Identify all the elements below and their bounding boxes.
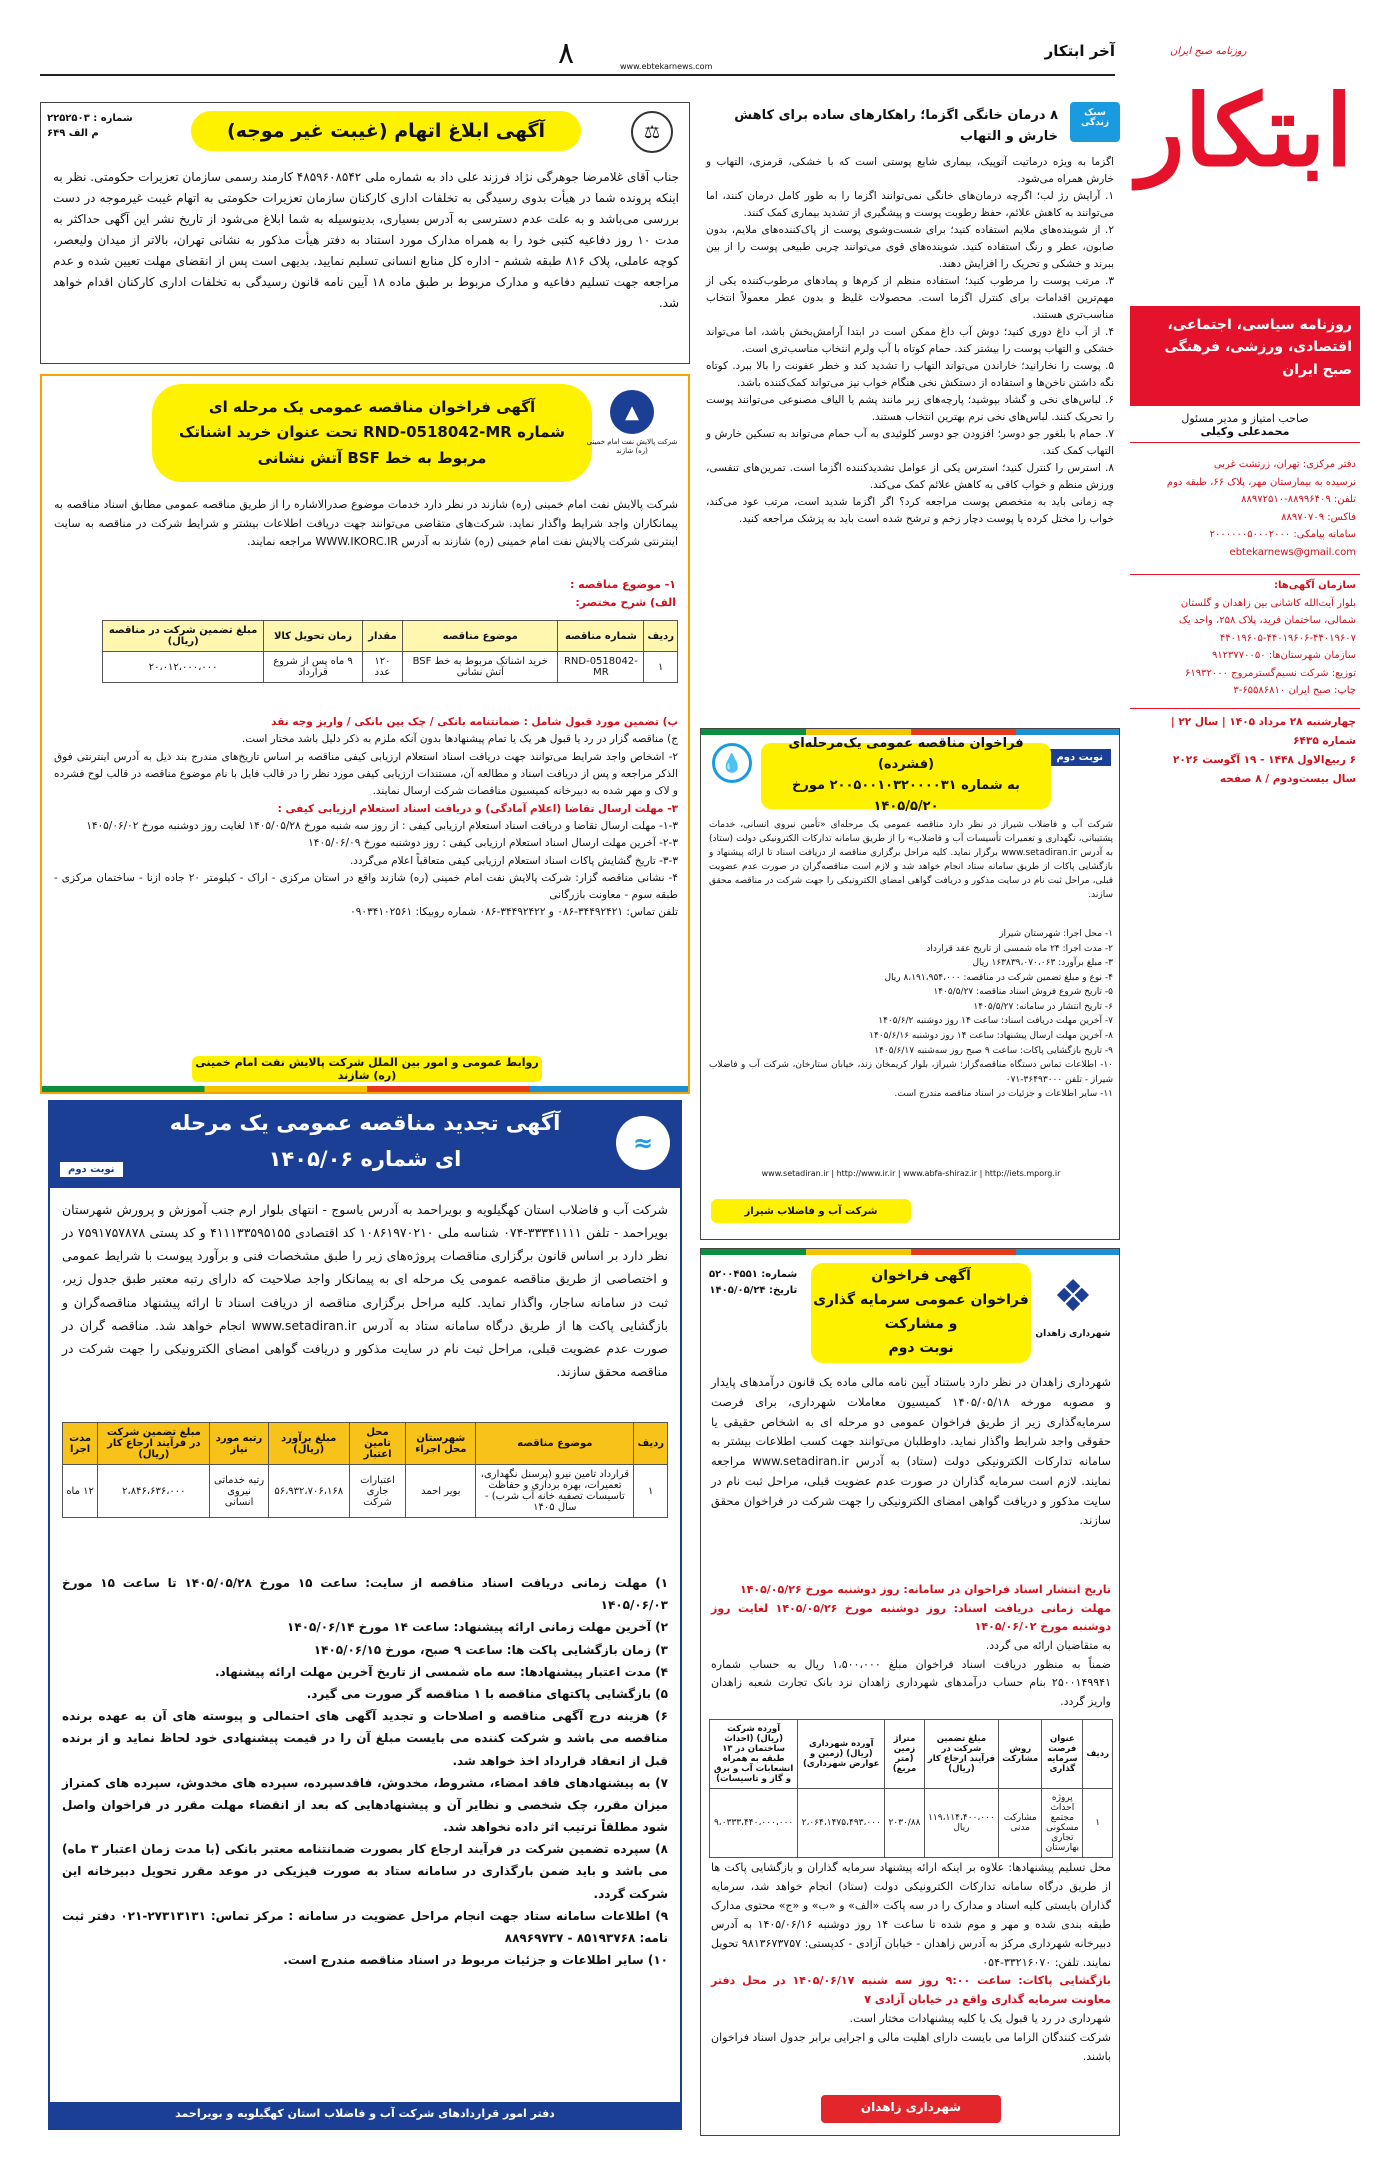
table-header: آورده شهرداری (ریال) (زمین و عوارض شهرداری) bbox=[798, 1720, 885, 1789]
table-header: شهرستان محل اجراء bbox=[406, 1423, 476, 1465]
item: ۱۱- سایر اطلاعات و جزئیات در اسناد مناقصه مندرج است. bbox=[894, 1089, 1113, 1100]
masthead-tagline: روزنامه‌ سیاسی، اجتماعی، اقتصادی، ورزشی، فرهنگی صبح ایران bbox=[1164, 317, 1352, 378]
note: ۱-۳- مهلت ارسال تقاضا و دریافت اسناد استعلام ارزیابی کیفی : از روز سه شنبه مورخ ۱۴۰۵/۰۵/۲۸ لغایت روز دوشنبه مورخ ۱۴۰۵/۰۶/۰۲ bbox=[86, 819, 678, 832]
ad-title-box bbox=[50, 1102, 680, 1188]
ad-title-line: فراخوان عمومی سرمایه گذاری و مشارکت bbox=[813, 1292, 1029, 1332]
ad-refinery-tender bbox=[40, 374, 690, 1094]
ad-ref-number: شماره: ۵۲۰۰۴۵۵۱ bbox=[709, 1269, 798, 1280]
masthead bbox=[1130, 40, 1360, 800]
subhead: الف) شرح مختصر: bbox=[575, 595, 676, 609]
table-cell: ۱ bbox=[644, 652, 678, 683]
table-cell: خرید اشناتک مربوط به خط BSF آتش نشانی bbox=[403, 652, 558, 683]
ads-line: سازمان آگهی‌ها: bbox=[1274, 580, 1356, 591]
table-cell: ۲،۸۴۶،۶۳۶،۰۰۰ bbox=[98, 1465, 210, 1518]
page-number: ۸ bbox=[558, 36, 575, 71]
ad-title-line: آگهی فراخوان مناقصه عمومی یک مرحله ای bbox=[208, 397, 536, 416]
table-cell: قرارداد تامین نیرو (پرسنل نگهداری، تعمیرات، بهره برداری و حفاظت تاسیسات تصفیه خانه آب شرب) - سال ۱۴۰۵ bbox=[476, 1465, 634, 1518]
item: ۶) هزینه درج آگهی مناقصه و اصلاحات و تجدید آگهی های احتمالی و پیوسته های آن به عهده برنده مناقصه می باشد و شرکت کننده می بایست مبلغ آن را در قیمت پیشنهادی خود لحاظ نماید و از برنده قبل از انعقاد قرارداد اخذ خواهد شد. bbox=[62, 1709, 668, 1768]
tender-table bbox=[102, 620, 678, 683]
ad-title-box bbox=[152, 384, 592, 482]
table-cell: پروژه احداث مجتمع مسکونی تجاری بهارستان bbox=[1042, 1789, 1083, 1858]
table-cell: ۱ bbox=[634, 1465, 668, 1518]
paragraph: ۱. آرایش رژ لب؛ اگرچه درمان‌های خانگی نمی‌توانند اگزما را به طور کامل درمان کنند، اما می‌توانند به کاهش علائم، حفظ رطوبت پوست و پیشگیری از تشدید بیماری کمک کنند. bbox=[706, 189, 1114, 219]
item: ۲- مدت اجرا: ۲۴ ماه شمسی از تاریخ عقد قرارداد bbox=[926, 943, 1113, 954]
item: ۸- آخرین مهلت ارسال پیشنهاد: ساعت ۱۴ روز دوشنبه ۱۴۰۵/۶/۱۶ bbox=[869, 1031, 1113, 1042]
page-header bbox=[40, 36, 1115, 76]
item: ۱۰- اطلاعات تماس دستگاه مناقصه‌گزار: شیراز، بلوار کریمخان زند، خیابان ستارخان، شرکت آب و فاضلاب شیراز - تلفن ۳۶۴۹۳۰۰۰-۰۷۱ bbox=[709, 1060, 1113, 1085]
masthead-slogan: روزنامه صبح ایران bbox=[1170, 46, 1247, 57]
logo-caption: شرکت پالایش نفت امام خمینی (ره) شازند bbox=[586, 438, 678, 456]
date-line: چهارشنبه ۲۸ مرداد ۱۴۰۵ | سال ۲۲ | شماره ۶۴۳۵ bbox=[1170, 716, 1356, 747]
table-header: ردیف bbox=[1083, 1720, 1113, 1789]
investment-table-wrap bbox=[709, 1719, 1113, 1858]
masthead-tagline-box bbox=[1130, 306, 1360, 406]
note: ۳-۳- تاریخ گشایش پاکات اسناد استعلام ارزیابی کیفی متعاقباً اعلام می‌گردد. bbox=[349, 854, 678, 867]
note: بازگشایی پاکات: ساعت ۹:۰۰ روز سه شنبه ۱۴۰۵/۰۶/۱۷ در محل دفتر معاونت سرمایه گذاری واقع در خیابان آزادی ۷ bbox=[711, 1974, 1111, 2007]
ad-body: شرکت آب و فاضلاب شیراز در نظر دارد مناقصه عمومی یک مرحله‌ای «تأمین نیروی انسانی، خدمات پشتیبانی، نگهداری و تعمیرات تأسیسات آب و فاضلاب» را از طریق سامانه تدارکات الکترونیکی دولت (ستاد) به آدرس www.setadiran.ir برگزار نماید. کلیه مراحل برگزاری مناقصه از دریافت اسناد تا ارائه پیشنهاد و بازگشایی پاکات از طریق سامانه ستاد انجام خواهد شد و لازم است مناقصه‌گران در صورت عدم عضویت قبلی، مراحل ثبت نام در سایت مذکور و دریافت گواهی امضای الکترونیکی را جهت شرکت در مناقصه محقق سازند. bbox=[709, 820, 1113, 900]
ad-footer: شرکت آب و فاضلاب شیراز bbox=[711, 1199, 911, 1223]
item: ۵) بازگشایی پاکتهای مناقصه با ۱ مناقصه گر صورت می گیرد. bbox=[306, 1686, 668, 1701]
note: ب) تضمین مورد قبول شامل : ضمانتنامه بانکی / چک بین بانکی / واریز وجه نقد bbox=[271, 716, 678, 728]
item: ۹- تاریخ بازگشایی پاکات: ساعت ۹ صبح روز سه‌شنبه ۱۴۰۵/۶/۱۷ bbox=[874, 1045, 1113, 1056]
refinery-logo bbox=[584, 390, 680, 456]
office-info bbox=[1130, 454, 1360, 563]
date-line: تاریخ انتشار اسناد فراخوان در سامانه: روز دوشنبه مورخ ۱۴۰۵/۰۵/۲۶ bbox=[739, 1583, 1111, 1596]
section-badge: سبک زندگی bbox=[1070, 102, 1120, 142]
ad-body: شرکت آب و فاضلاب استان کهگیلویه و بویراحمد به آدرس یاسوج - انتهای بلوار ارم جنب آموزش و پرورش شهرستان بویراحمد - تلفن ۳۳۳۴۱۱۱۱-۰۷۴ شناسه ملی ۱۰۸۶۱۹۷۰۲۱۰ کد اقتصادی ۴۱۱۱۳۳۵۹۵۱۵۵ و کد پستی ۷۵۹۱۷۵۷۸۷۸ در نظر دارد بر اساس قانون برگزاری مناقصات پروژه‌های زیر را طبق مشخصات فنی و برآورد پیوست با شرایط عمومی و اختصاصی از طریق مناقصه عمومی یک مرحله ای به پیمانکار واجد صلاحیت که دارای رتبه معتبر طبق جدول زیر، ثبت در سامانه ساجار، واگذار نماید. کلیه مراحل برگزاری مناقصه از دریافت اسناد تا ارائه پیشنهاد مناقصه‌گران و بازگشایی پاکت ها از طریق درگاه سامانه ستاد به آدرس www.setadiran.ir انجام خواهد شد. مناقصه گران در صورت عدم عضویت قبلی، مراحل ثبت نام در سایت مذکور و دریافت گواهی امضای الکترونیکی را جهت شرکت در مناقصه محقق سازند. bbox=[62, 1202, 669, 1379]
table-header: موضوع مناقصه bbox=[476, 1423, 634, 1465]
ad-body: جناب آقای غلامرضا جوهرگی نژاد فرزند علی داد به شماره ملی ۴۸۵۹۶۰۸۵۴۲ کارمند رسمی سازمان تعزیرات حکومتی. نظر به اینکه پرونده شما در هیأت بدوی رسیدگی به تخلفات اداری کارکنان سازمان تعزیرات حکومتی به اتهام غیبت غیرموجه در دست بررسی می‌باشد و به علت عدم دسترسی به آدرس بسیاری، بدینوسیله به شما ابلاغ می‌شود از تاریخ نشر این آگهی حداکثر به مدت ۱۰ روز دفاعیه کتبی خود را به همراه مدارک مورد استناد به دفتر هیأت مذکور به نشانی تهران، بالاتر از میدان ولیعصر، کوچه عاملی، پلاک ۸۱۶ طبقه ششم - اداره کل منابع انسانی تسلیم نمایید. بدیهی است پس از انقضای مهلت تعیین شده و عدم مراجعه جهت تسلیم دفاعیه و مدارک مربوط بر طبق ماده ۱۸ آیین نامه قانون رسیدگی به تخلفات اداری کارکنان اقدام خواهد شد. bbox=[53, 170, 679, 310]
table-header: شماره مناقصه bbox=[558, 621, 644, 652]
ad-footer: شهرداری زاهدان bbox=[821, 2095, 1001, 2123]
logo-caption: شهرداری زاهدان bbox=[1035, 1329, 1111, 1339]
paragraph: چه زمانی باید به متخصص پوست مراجعه کرد؟ اگر اگزما شدید است، مرتب عود می‌کند، خواب را مختل کرده یا پوست دچار زخم و ترشح شده است باید به پزشک مراجعه کنید. bbox=[706, 495, 1114, 525]
ad-number-line: شماره : ۲۲۵۲۵۰۳ bbox=[47, 113, 133, 124]
ad-title-line: مربوط به خط BSF آتش نشانی bbox=[257, 448, 487, 467]
date-line: ۶ ربیع‌الاول ۱۴۴۸ - ۱۹ آگوست ۲۰۲۶ bbox=[1172, 753, 1356, 766]
table-header: محل تامین اعتبار bbox=[349, 1423, 406, 1465]
note: ج) مناقصه گزار در رد یا قبول هر یک یا تمام پیشنهادها بدون آنکه ملزم به ذکر دلیل باشد مختار است. bbox=[241, 733, 678, 746]
article-title: ۸ درمان خانگی اگزما؛ راهکارهای ساده برای کاهش خارش و التهاب bbox=[734, 108, 1058, 144]
ad-title-line: شماره RND-0518042-MR تحت عنوان خرید اشناتک bbox=[179, 423, 565, 442]
zahedan-logo bbox=[1033, 1265, 1113, 1339]
table-row bbox=[710, 1789, 1113, 1858]
info-line: فاکس: ۸۸۹۷۰۷۰۹ bbox=[1281, 511, 1356, 523]
ad-body: شهرداری زاهدان در نظر دارد باستناد آیین نامه مالی ماده یک قانون درآمدهای پایدار و مصوبه مورخه ۱۴۰۵/۰۵/۱۸ کمیسیون معاملات شهرداری، برای فرصت سرمایه‌گذاری زیر از طریق فراخوان عمومی دو مرحله ای به اشخاص حقیقی یا حقوقی واجد شرایط واگذار نماید. داوطلبان می‌توانند جهت کسب اطلاعات بیشتر به سامانه تدارکات الکترونیکی دولت (ستاد) به آدرس www.setadiran.ir مراجعه نمایند. لازم است سرمایه گذاران در صورت عدم عضویت قبلی، مراحل ثبت نام در سایت مذکور و دریافت گواهی امضای الکترونیکی را جهت شرکت در فراخوان محقق سازند. bbox=[711, 1375, 1111, 1528]
ad-summons bbox=[40, 102, 690, 364]
table-header: ردیف bbox=[644, 621, 678, 652]
table-header: متراژ زمین (متر مربع) bbox=[885, 1720, 924, 1789]
table-cell: ۹،۰۳۳۳،۴۴۰،۰۰۰،۰۰۰ bbox=[710, 1789, 798, 1858]
table-header: مبلغ تضمین شرکت در مناقصه (ریال) bbox=[103, 621, 264, 652]
note: ۲- اشخاص واجد شرایط می‌توانند جهت دریافت اسناد استعلام ارزیابی کیفی مناقصه بر اساس تاریخ‌های مندرج بند ذیل به آدرس اینترنتی فوق الذکر مراجعه و پس از دریافت اسناد و مطالعه آن، مستندات ارزیابی کیفی مورد نظر را در قالب فایل با نام موضوع مناقصه در قالب لوح فشرده و لاک و مهر شده به دبیرخانه کمیسیون مناقصات شرکت ارسال نمایند. bbox=[54, 750, 678, 798]
table-header: روش مشارکت bbox=[999, 1720, 1042, 1789]
color-stripe bbox=[701, 1249, 1120, 1255]
note: ۳- مهلت ارسال تقاضا (اعلام آمادگی) و دریافت اسناد استعلام ارزیابی کیفی : bbox=[277, 802, 678, 815]
item: ۱۰) سایر اطلاعات و جزئیات مربوط در اسناد مناقصه مندرج است. bbox=[283, 1953, 668, 1968]
ad-title-line: به شماره ۲۰۰۵۰۰۱۰۳۲۰۰۰۰۳۱ مورخ ۱۴۰۵/۵/۲۰ bbox=[792, 778, 1020, 814]
ads-line: بلوار آیت‌الله کاشانی بین زاهدان و گلستان bbox=[1180, 597, 1356, 609]
table-cell: ۲،۰۶۴،۱۴۷۵،۴۹۳،۰۰۰ bbox=[798, 1789, 885, 1858]
item: ۳) زمان بازگشایی پاکت ها: ساعت ۹ صبح، مورخ ۱۴۰۵/۰۶/۱۵ bbox=[313, 1642, 668, 1657]
ad-title-box bbox=[811, 1263, 1031, 1363]
ad-code-line: م الف ۶۴۹ bbox=[47, 128, 99, 139]
paragraph: ۵. پوست را نخارانید؛ خاراندن می‌تواند التهاب را تشدید کند و خطر عفونت را بالا ببرد. کوتاه نگه داشتن ناخن‌ها و استفاده از دستکش نخی هنگام خواب نیز می‌تواند کمک‌کننده باشد. bbox=[706, 359, 1114, 389]
ad-subheads bbox=[570, 576, 676, 611]
ad-title-line: فراخوان مناقصه عمومی یک‌مرحله‌ای (فشرده) bbox=[788, 736, 1024, 773]
paragraph: ۲. از شوینده‌های ملایم استفاده کنید؛ برای شست‌وشوی پوست از پاک‌کننده‌های ملایم، بدون صابون، عطر و رنگ استفاده کنید. شوینده‌های قوی می‌توانند چربی طبیعی پوست را از بین ببرند و خشکی و تحریک را افزایش دهند. bbox=[706, 223, 1114, 270]
table-header: مدت اجرا bbox=[63, 1423, 98, 1465]
health-article bbox=[700, 102, 1120, 722]
note: محل تسلیم پیشنهادها: علاوه بر اینکه ارائه پیشنهاد سرمایه گذاران و بازگشایی پاکت ها از طریق درگاه سامانه تدارکات الکترونیکی دولت (ستاد) انجام خواهد شد، سرمایه گذاران بایستی کلیه اسناد و مدارک را در سه پاکت «الف» و «ب» و «ج» محتوی مدارک طبقه بندی شده و مهر و موم شده تا ساعت ۱۴ روز دوشنبه ۱۴۰۵/۰۶/۱۶ به آدرس دبیرخانه شهرداری مرکز به آدرس زاهدان - خیابان آزادی - کدپستی: ۹۸۱۳۶۷۳۷۵۷ تحویل نمایند. تلفن: ۳۳۲۱۶۰۷۰-۰۵۴ bbox=[711, 1861, 1112, 1969]
paragraph: ۸. استرس را کنترل کنید؛ استرس یکی از عوامل تشدیدکننده اگزما است. تمرین‌های تنفسی، ورزش منظم و خواب کافی به کاهش علائم کمک می‌کند. bbox=[706, 461, 1114, 491]
item: ۷) به پیشنهادهای فاقد امضاء، مشروط، مخدوش، فاقدسپرده، سپرده های مخدوش، سپرده های کمتراز میزان مقرر، چک شخصی و نظایر آن و پیشنهادهایی که بعد از انقضاء مهلت مقرر در فراخوان واصل شود مطلقاً ترتیب اثر داده نخواهد شد. bbox=[62, 1775, 668, 1835]
info-line: نرسیده به بیمارستان مهر، پلاک ۶۶، طبقه دوم bbox=[1166, 476, 1356, 488]
paragraph: اگزما به ویژه درماتیت آتوپیک، بیماری شایع پوستی است که با خشکی، قرمزی، التهاب و خارش همراه می‌شود. bbox=[706, 155, 1114, 185]
ad-zahedan-call bbox=[700, 1248, 1120, 2136]
ads-line: توزیع: شرکت نسیم‌گستر‌مروج ۶۱۹۳۲۰۰۰ bbox=[1185, 667, 1356, 679]
ad-kohgiluyeh-tender bbox=[48, 1100, 682, 2130]
date-line: مهلت زمانی دریافت اسناد: روز دوشنبه مورخ ۱۴۰۵/۰۵/۲۶ لغایت روز دوشنبه مورخ ۱۴۰۵/۰۶/۰۲ bbox=[711, 1601, 1111, 1634]
ad-dates bbox=[711, 1581, 1111, 1712]
ad-title-line: آگهی فراخوان bbox=[871, 1268, 971, 1285]
table-cell: رتبه خدماتی نیروی انسانی bbox=[210, 1465, 268, 1518]
item: ۴) مدت اعتبار پیشنهادها: سه ماه شمسی از تاریخ آخرین مهلت ارائه پیشنهاد. bbox=[214, 1664, 668, 1679]
ads-line: شمالی، ساختمان فرید، پلاک ۲۵۸، واحد یک bbox=[1178, 615, 1356, 626]
tender-table bbox=[62, 1422, 668, 1518]
table-cell: ۱۲۰ عدد bbox=[362, 652, 402, 683]
water-drop-icon: 💧 bbox=[712, 743, 752, 783]
tender-table-wrap bbox=[102, 620, 678, 683]
ad-title-line: ای شماره ۱۴۰۵/۰۶ bbox=[268, 1146, 462, 1171]
water-logo-icon: ≈ bbox=[616, 1116, 670, 1170]
table-header: ردیف bbox=[634, 1423, 668, 1465]
ads-line: چاپ: صبح ایران ۶۵۵۸۶۸۱۰-۳ bbox=[1233, 685, 1356, 696]
table-header: موضوع مناقصه bbox=[403, 621, 558, 652]
subhead: ۱- موضوع مناقصه : bbox=[569, 578, 676, 591]
date-line: ضمناً به منظور دریافت اسناد فراخوان مبلغ ۱،۵۰۰،۰۰۰ ریال به حساب شماره ۲۵۰۰۱۴۹۹۴۱ بنام حساب درآمدهای شهرداری زاهدان نزد بانک تجارت شعبه زاهدان واریز گردد. bbox=[711, 1657, 1111, 1709]
ad-notes bbox=[711, 1859, 1111, 2067]
ad-title-box bbox=[761, 736, 1051, 814]
issue-date bbox=[1130, 708, 1360, 793]
municipality-emblem-icon: ❖ bbox=[1053, 1271, 1093, 1322]
info-line: تلفن: ۸۸۹۹۶۴۰۹-۸۸۹۷۲۵۱۰ bbox=[1241, 494, 1356, 505]
flame-icon: ▲ bbox=[610, 390, 654, 434]
judiciary-emblem-icon: ⚖ bbox=[631, 111, 673, 153]
shiraz-logo bbox=[707, 743, 757, 783]
tender-table-wrap bbox=[62, 1422, 668, 1518]
item: ۹) اطلاعات سامانه ستاد جهت انجام مراحل عضویت در سامانه : مرکز تماس: ۲۷۳۱۳۱۳۱-۰۲۱ دفتر ثبت نامه: ۸۵۱۹۳۷۶۸ - ۸۸۹۶۹۷۳۷ bbox=[62, 1908, 669, 1945]
table-cell: ۵۶،۹۳۲،۷۰۶،۱۶۸ bbox=[268, 1465, 349, 1518]
ad-shiraz-tender bbox=[700, 728, 1120, 1240]
note: ۲-۳- آخرین مهلت ارسال اسناد استعلام ارزیابی کیفی : روز دوشنبه مورخ ۱۴۰۵/۰۶/۰۹ bbox=[308, 837, 678, 850]
ad-footer: روابط عمومی و امور بین الملل شرکت پالایش نفت امام خمینی (ره) شازند bbox=[192, 1056, 542, 1082]
ad-items bbox=[62, 1572, 668, 1971]
table-cell: RND-0518042-MR bbox=[558, 652, 644, 683]
round-tag: نوبت دوم bbox=[1048, 749, 1111, 766]
section-title: آخر ابتکار bbox=[1044, 42, 1115, 60]
owner-label: صاحب امتیاز و مدیر مسئول bbox=[1181, 412, 1309, 425]
note: شهرداری در رد یا قبول یک یا کلیه پیشنهادات مختار است. bbox=[849, 2012, 1111, 2026]
table-cell: ۱ bbox=[1083, 1789, 1113, 1858]
ad-items bbox=[709, 927, 1113, 1102]
table-row bbox=[63, 1465, 668, 1518]
table-header: رتبه مورد نیاز bbox=[210, 1423, 268, 1465]
info-line: ebtekarnews@gmail.com bbox=[1229, 546, 1356, 558]
paragraph: ۷. حمام با بلغور جو دوسر؛ افزودن جو دوسر کلوئیدی به آب حمام می‌تواند به تسکین خارش و التهاب کمک کند. bbox=[706, 427, 1114, 457]
ad-sites: www.setadiran.ir | http://www.ir.ir | www.abfa-shiraz.ir | http://iets.mporg.ir bbox=[761, 1169, 1061, 1178]
ads-line: ۴۴۰۱۹۶۰۵-۴۴۰۱۹۶۰۶-۴۴۰۱۹۶۰۷ bbox=[1219, 632, 1356, 644]
table-cell: مشارکت مدنی bbox=[999, 1789, 1042, 1858]
item: ۱- محل اجرا: شهرستان شیراز bbox=[999, 929, 1113, 939]
note: تلفن تماس: ۳۴۴۹۲۴۲۱-۰۸۶ و ۳۴۴۹۲۴۲۲-۰۸۶ شماره روبیکا: ۰۹۰۳۴۱۰۲۵۶۱ bbox=[350, 906, 678, 919]
masthead-logo: ابتکار bbox=[1137, 74, 1353, 189]
info-line: سامانه پیامکی: ۲۰۰۰۰۰۰۵۰۰۰۲۰۰۰ bbox=[1209, 529, 1356, 540]
investment-table bbox=[709, 1719, 1113, 1858]
item: ۴- نوع و مبلغ تضمین شرکت در مناقصه: ۸،۱۹۱،۹۵۴،۰۰۰ ریال bbox=[884, 972, 1113, 983]
table-cell: ۱۲ ماه bbox=[63, 1465, 98, 1518]
item: ۳- مبلغ برآورد: ۱۶۳۸۳۹،۰۷۰،۰۶۳ ریال bbox=[972, 958, 1113, 969]
ad-title-line: نوبت دوم bbox=[888, 1339, 954, 1356]
ad-notes bbox=[54, 714, 678, 922]
item: ۲) آخرین مهلت زمانی ارائه پیشنهاد: ساعت ۱۴ مورخ ۱۴۰۵/۰۶/۱۴ bbox=[287, 1620, 668, 1635]
ad-footer: دفتر امور قراردادهای شرکت آب و فاضلاب استان کهگیلویه و بویراحمد bbox=[50, 2102, 680, 2128]
item: ۶- تاریخ انتشار در سامانه: ۱۴۰۵/۵/۲۷ bbox=[973, 1001, 1113, 1012]
ad-number bbox=[47, 111, 133, 141]
item: ۵- تاریخ شروع فروش اسناد مناقصه: ۱۴۰۵/۵/۲۷ bbox=[933, 987, 1113, 998]
paragraph: ۳. مرتب پوست را مرطوب کنید؛ استفاده منظم از کرم‌ها و پمادهای مرطوب‌کننده یکی از مهم‌ترین اقدامات برای کنترل اگزما است. محصولات غلیظ و بدون عطر معمولاً انتخاب مناسب‌تری هستند. bbox=[706, 274, 1114, 321]
round-tag: نوبت دوم bbox=[60, 1162, 123, 1177]
date-line: به متقاضیان ارائه می گردد. bbox=[985, 1639, 1111, 1653]
masthead-logo-area bbox=[1130, 40, 1360, 310]
article-body bbox=[706, 154, 1114, 528]
item: ۷- آخرین مهلت دریافت اسناد: ساعت ۱۴ روز دوشنبه ۱۴۰۵/۶/۲ bbox=[878, 1016, 1113, 1027]
ads-info bbox=[1130, 574, 1360, 702]
table-cell: ۱۱۹،۱۱۴،۴۰۰،۰۰۰ ریال bbox=[924, 1789, 998, 1858]
table-cell: ۲۰۳۰/۸۸ bbox=[885, 1789, 924, 1858]
ads-line: سازمان شهرستان‌ها: ۹۱۲۳۷۷۰۰۵۰ bbox=[1211, 650, 1356, 661]
site-url: www.ebtekarnews.com bbox=[620, 62, 713, 71]
table-row bbox=[103, 652, 678, 683]
date-line: سال بیست‌ودوم / ۸ صفحه bbox=[1219, 772, 1356, 785]
table-header: مبلغ تضمین شرکت در فرآیند ارجاع کار (ریال) bbox=[924, 1720, 998, 1789]
item: ۸) سپرده تضمین شرکت در فرآیند ارجاع کار بصورت ضمانتنامه معتبر بانکی (با مدت زمان اعتبار ۳ ماه) می باشد و باید ضمن بارگذاری در سامانه ستاد به صورت فیزیکی در موعد مقرر تحویل دبیرخانه این شرکت گردد. bbox=[62, 1842, 668, 1901]
note: ۴- نشانی مناقصه گزار: شرکت پالایش نفت امام خمینی (ره) شازند واقع در استان مرکزی - اراک - کیلومتر ۲۰ جاده ازنا - ساختمان مرکزی - طبقه سوم - معاونت بازرگانی bbox=[54, 871, 678, 902]
table-cell: بویر احمد bbox=[406, 1465, 476, 1518]
paragraph: ۴. از آب داغ دوری کنید؛ دوش آب داغ ممکن است در ابتدا آرامش‌بخش باشد، اما می‌تواند خشکی و التهاب پوست را بیشتر کند. حمام کوتاه با آب ولرم انتخاب مناسب‌تری است. bbox=[706, 325, 1114, 355]
note: شرکت کنندگان الزاما می بایست دارای اهلیت مالی و اجرایی برابر جدول اسناد فراخوان باشند. bbox=[711, 2031, 1111, 2064]
table-header: عنوان فرصت سرمایه گذاری bbox=[1042, 1720, 1083, 1789]
owner-box bbox=[1130, 408, 1360, 443]
ad-ref-date: تاریخ: ۱۴۰۵/۰۵/۲۴ bbox=[709, 1285, 798, 1296]
table-cell: ۲۰،۰۱۲،۰۰۰،۰۰۰ bbox=[103, 652, 264, 683]
info-line: دفتر مرکزی: تهران، زرتشت غربی bbox=[1213, 459, 1356, 470]
ad-title-line: آگهی تجدید مناقصه عمومی یک مرحله bbox=[169, 1111, 561, 1135]
table-header: آورده شرکت (ریال) (احداث ساختمان در ۱۳ طبقه به همراه انشعابات آب و برق و گاز و تاسیسات) bbox=[710, 1720, 798, 1789]
table-cell: ۹ ماه پس از شروع قرارداد bbox=[264, 652, 363, 683]
table-cell: اعتبارات جاری شرکت bbox=[349, 1465, 406, 1518]
ad-ref bbox=[709, 1267, 797, 1299]
table-header: زمان تحویل کالا bbox=[264, 621, 363, 652]
paragraph: ۶. لباس‌های نخی و گشاد بپوشید؛ پارچه‌های زبر مانند پشم یا الیاف مصنوعی می‌توانند پوست را تحریک کنند. لباس‌های نخی نرم بهترین انتخاب هستند. bbox=[706, 393, 1114, 423]
table-header: مقدار bbox=[362, 621, 402, 652]
table-header: مبلغ تضمین شرکت در فرآیند ارجاع کار (ریال) bbox=[98, 1423, 210, 1465]
color-stripe bbox=[42, 1086, 690, 1092]
owner-name: محمدعلی وکیلی bbox=[1200, 425, 1290, 438]
item: ۱) مهلت زمانی دریافت اسناد مناقصه از سایت: ساعت ۱۵ مورخ ۱۴۰۵/۰۵/۲۸ تا ساعت ۱۵ مورخ ۱۴۰۵/۰۶/۰۳ bbox=[62, 1576, 669, 1613]
ad-title: آگهی ابلاغ اتهام (غیبت غیر موجه) bbox=[191, 111, 581, 151]
table-header: مبلغ برآورد (ریال) bbox=[268, 1423, 349, 1465]
ad-intro: شرکت پالایش نفت امام خمینی (ره) شازند در نظر دارد خدمات موضوع صدرالاشاره را از طریق مناقصه عمومی مطابق اسناد مناقصه به پیمانکاران واجد شرایط واگذار نماید. شرکت‌های متقاضی می‌توانند جهت دریافت اطلاعات بیشتر و شرایط شرکت در مناقصه به سایت اینترنتی شرکت پالایش نفت امام خمینی (ره) شازند به آدرس WWW.IKORC.IR مراجعه نمایند. bbox=[54, 498, 678, 549]
